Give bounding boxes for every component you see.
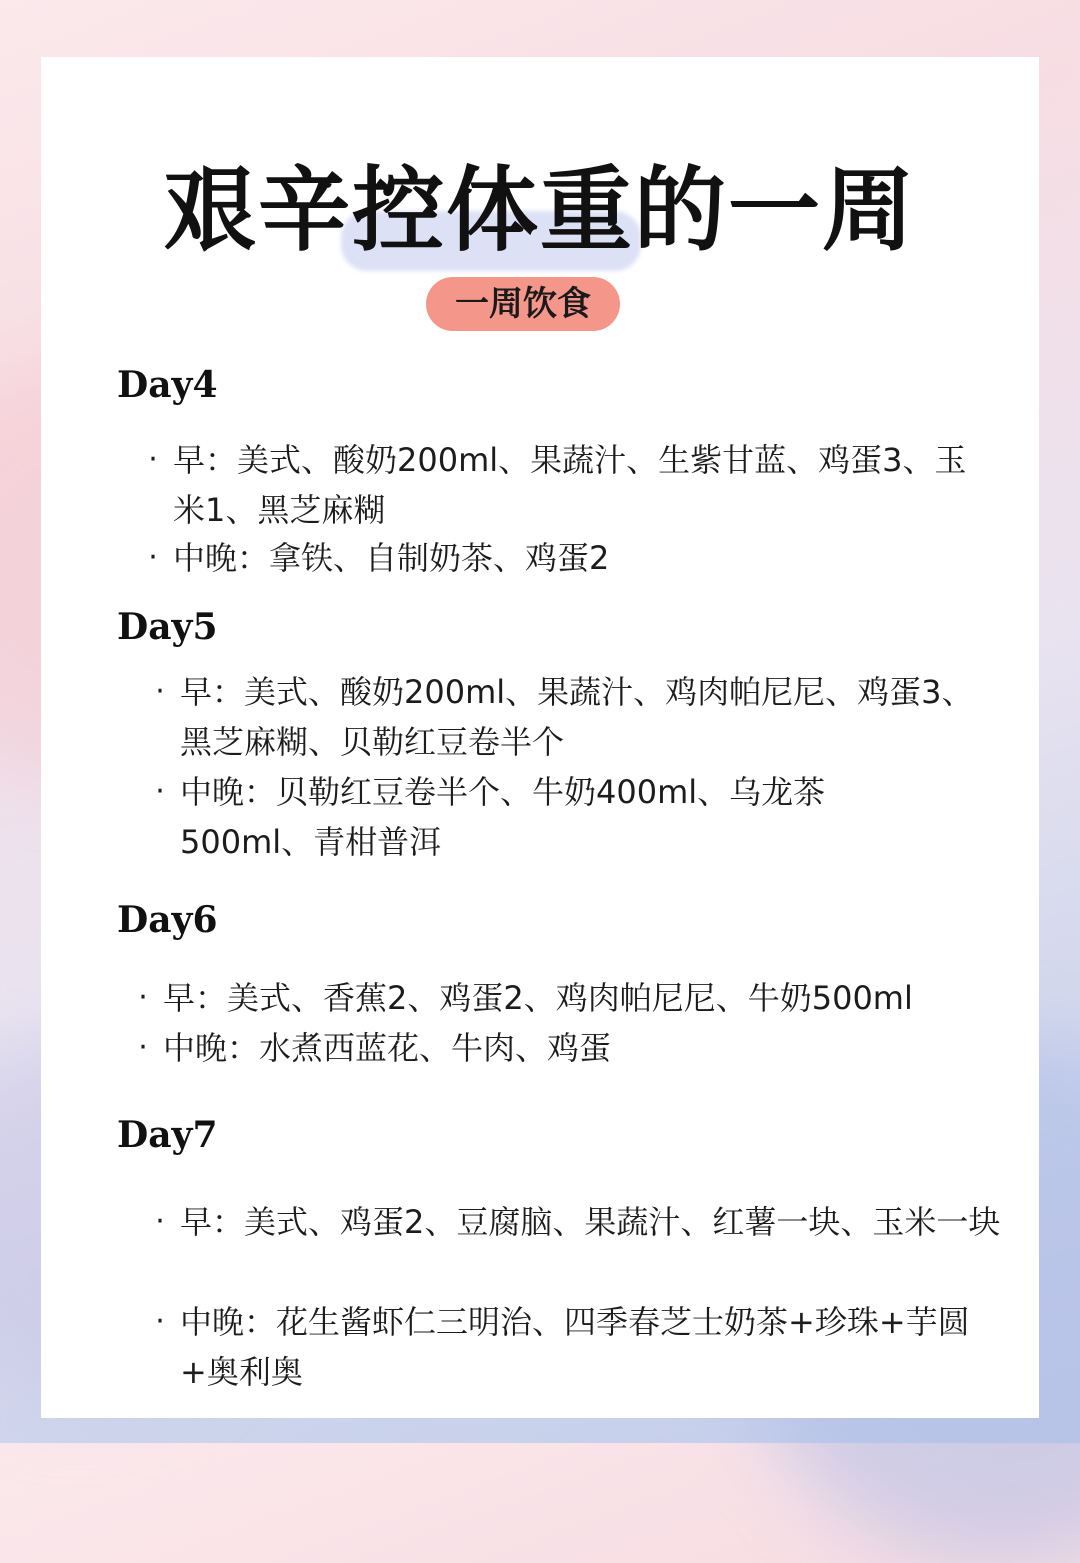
day-heading-6: Day6 bbox=[117, 899, 218, 941]
bullet-dot: · bbox=[148, 442, 158, 477]
page-title: 艰辛控体重的一周 bbox=[163, 156, 916, 264]
meal-text: 中晚：拿铁、自制奶茶、鸡蛋2 bbox=[173, 539, 610, 577]
meal-text: 早：美式、酸奶200ml、果蔬汁、生紫甘蓝、鸡蛋3、玉米1、黑芝麻糊 bbox=[173, 441, 967, 529]
meal-text: 早：美式、香蕉2、鸡蛋2、鸡肉帕尼尼、牛奶500ml bbox=[163, 979, 913, 1017]
bullet-dot: · bbox=[138, 980, 148, 1015]
meal-text: 早：美式、鸡蛋2、豆腐脑、果蔬汁、红薯一块、玉米一块 bbox=[180, 1203, 1001, 1241]
section-pill: 一周饮食 bbox=[426, 277, 620, 331]
title-block bbox=[41, 155, 1039, 265]
meal-item bbox=[138, 973, 1013, 1023]
bullet-dot: · bbox=[138, 1030, 148, 1065]
bullet-dot: · bbox=[155, 1304, 165, 1339]
meal-text: 早：美式、酸奶200ml、果蔬汁、鸡肉帕尼尼、鸡蛋3、黑芝麻糊、贝勒红豆卷半个 bbox=[180, 673, 974, 761]
content-card bbox=[41, 57, 1039, 1418]
bullet-dot: · bbox=[155, 774, 165, 809]
day-heading-7: Day7 bbox=[117, 1114, 218, 1156]
meal-item bbox=[155, 767, 880, 867]
meal-item bbox=[148, 435, 993, 535]
day-heading-4: Day4 bbox=[117, 364, 218, 406]
bullet-dot: · bbox=[155, 674, 165, 709]
bullet-dot: · bbox=[148, 540, 158, 575]
meal-item bbox=[148, 533, 993, 583]
meal-item bbox=[155, 1197, 1010, 1247]
meal-item bbox=[155, 1297, 1000, 1397]
meal-item bbox=[155, 667, 988, 767]
meal-text: 中晚：花生酱虾仁三明治、四季春芝士奶茶+珍珠+芋圆+奥利奥 bbox=[180, 1303, 970, 1391]
bullet-dot: · bbox=[155, 1204, 165, 1239]
meal-item bbox=[138, 1023, 1013, 1073]
meal-text: 中晚：水煮西蓝花、牛肉、鸡蛋 bbox=[163, 1029, 612, 1067]
day-heading-5: Day5 bbox=[117, 606, 218, 648]
meal-text: 中晚：贝勒红豆卷半个、牛奶400ml、乌龙茶500ml、青柑普洱 bbox=[180, 773, 826, 861]
